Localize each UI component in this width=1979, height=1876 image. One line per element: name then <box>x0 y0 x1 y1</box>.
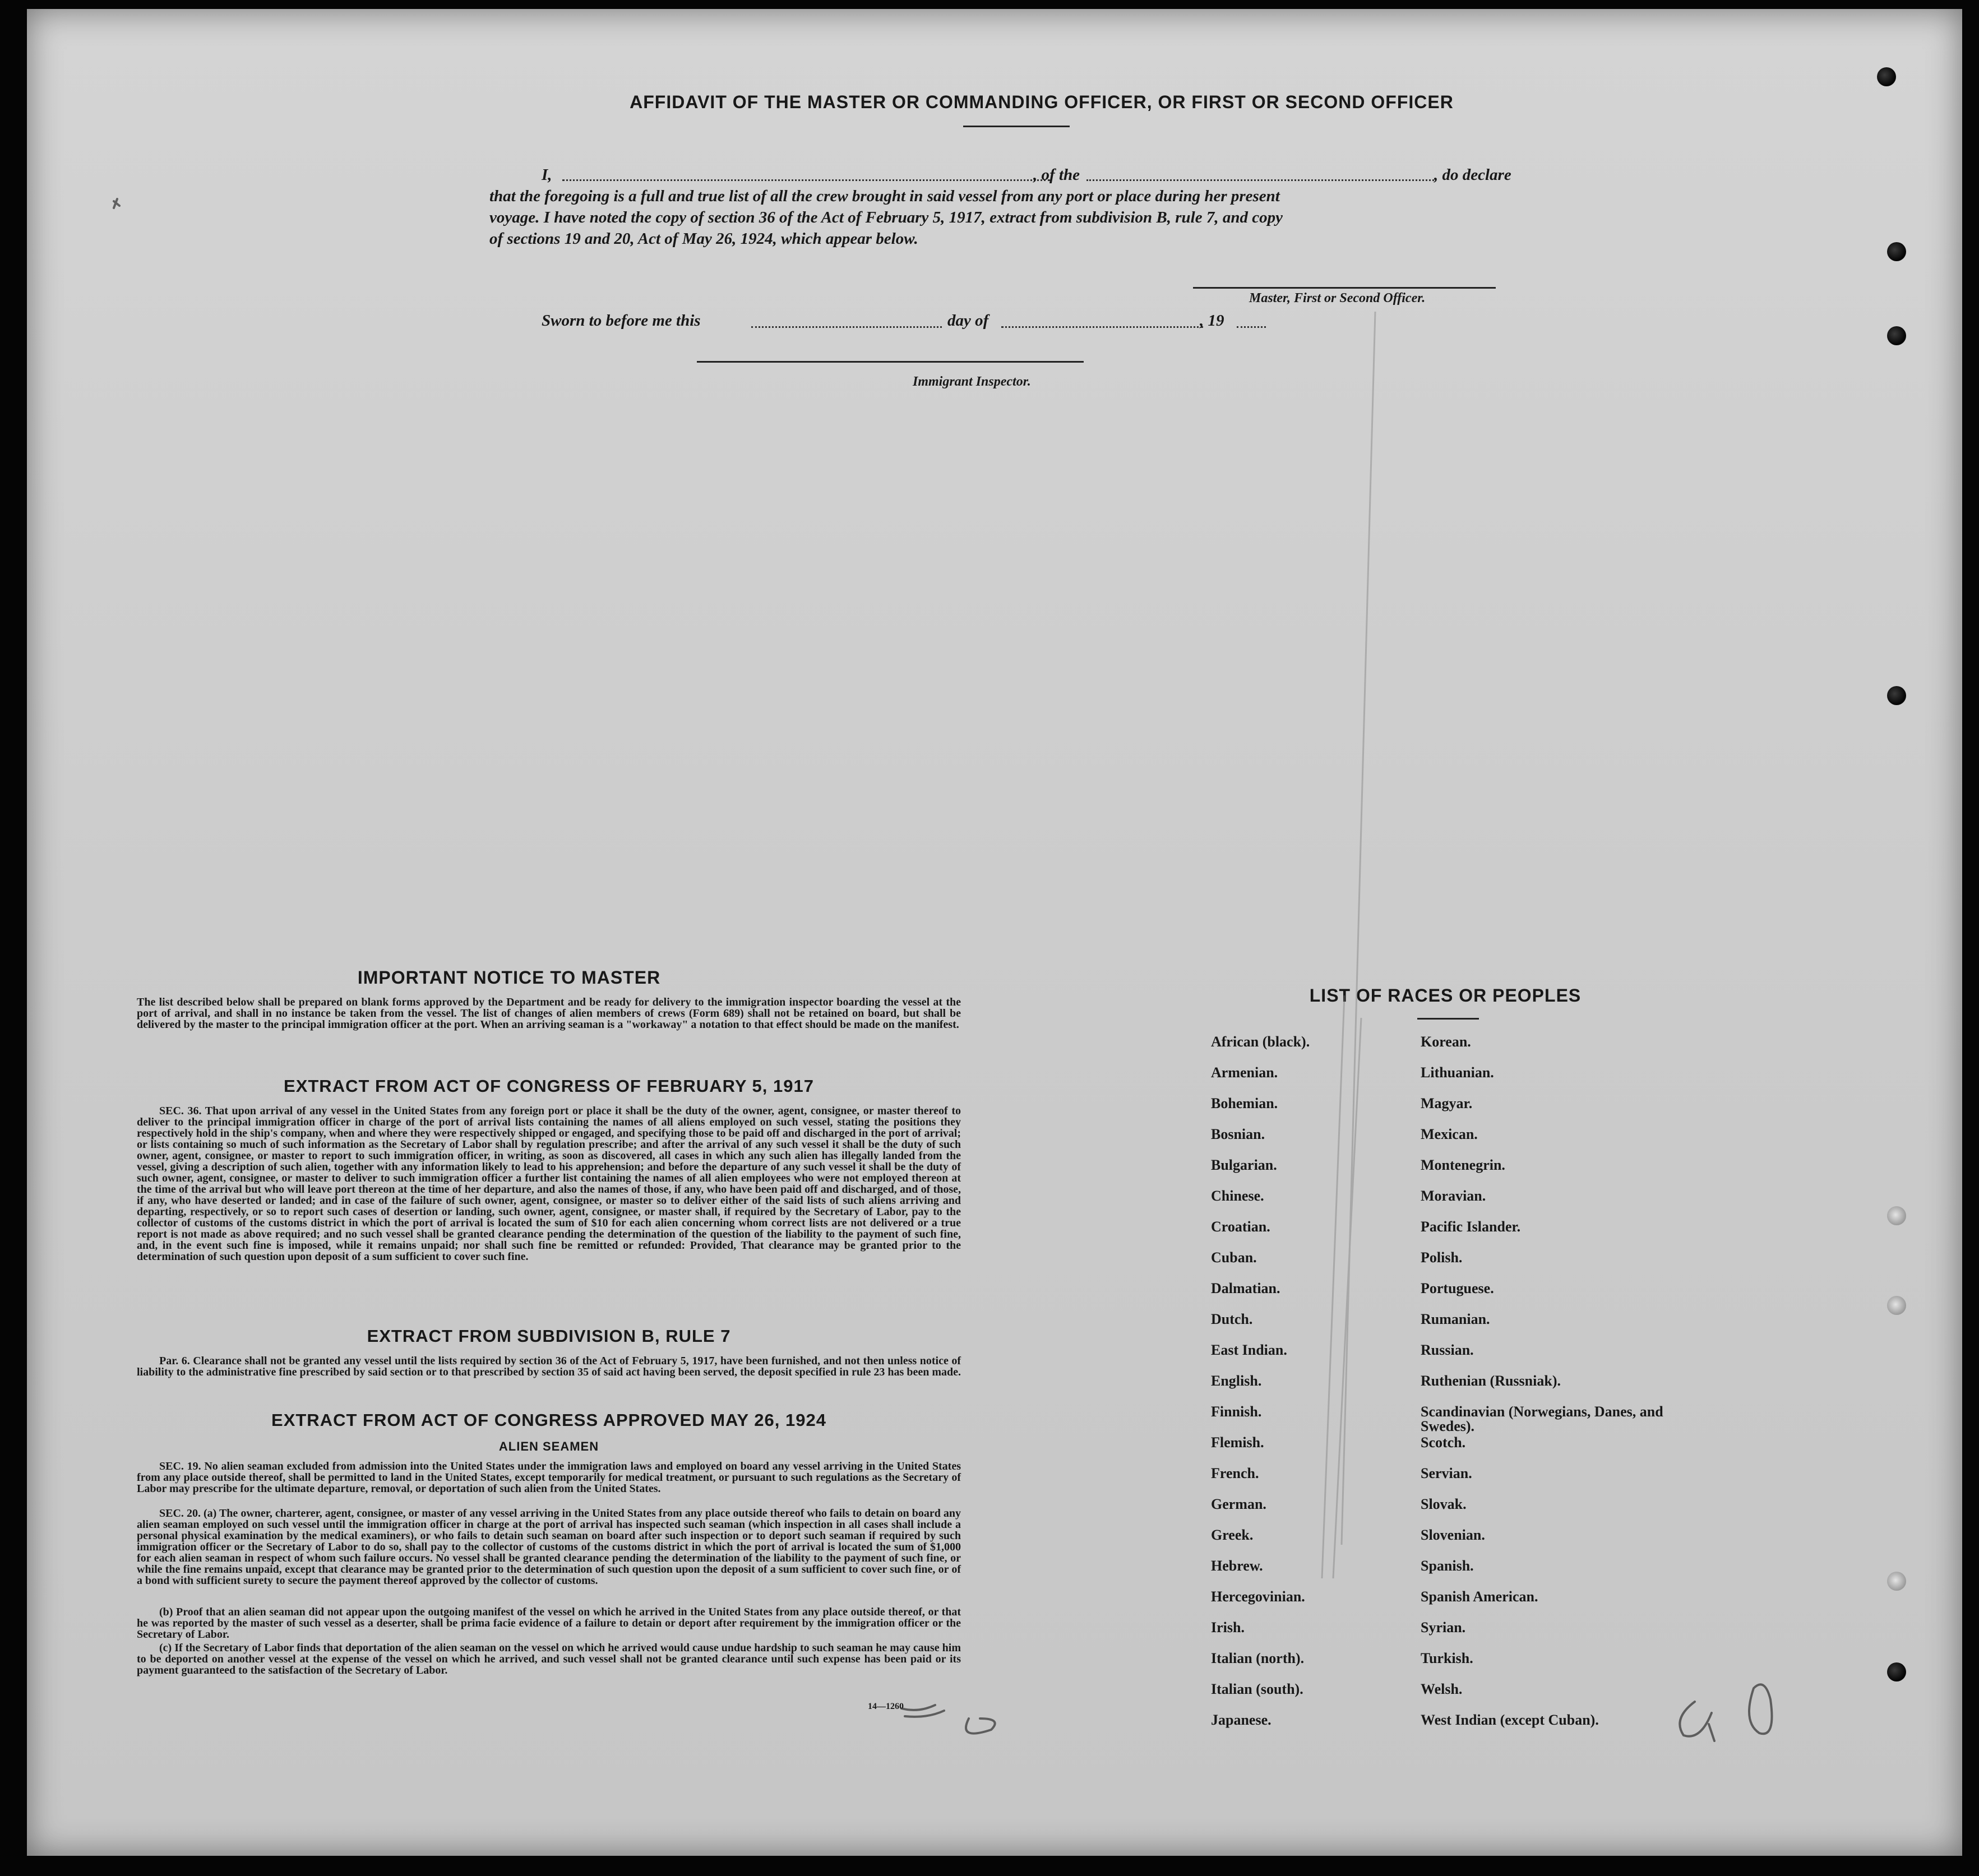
extract-rule7-title: EXTRACT FROM SUBDIVISION B, RULE 7 <box>367 1326 731 1346</box>
inspector-label: Immigrant Inspector. <box>913 374 1031 389</box>
race-item: Lithuanian. <box>1421 1064 1494 1081</box>
race-item: Hebrew. <box>1211 1558 1263 1574</box>
race-item: French. <box>1211 1465 1259 1481</box>
extract-1924-sec20a: SEC. 20. (a) The owner, charterer, agent, consignee, or master of any vessel arriving in the United States from any place outside thereof who fails to detain on board any alien seaman employed on such vessel until the immigration officer in charge at the port of arrival has inspected such seaman (which inspection in all cases shall include a personal physical examination by the medical examiners), or who fails to detain such seaman on board after such inspection or to deport such seaman if required by such immigration officer or the Secretary of Labor to do so, shall pay to the collector of customs of the customs district in which the port of arrival is located the sum of $1,000 for each alien seaman in respect of whom such failure occurs. No vessel shall be granted clearance pending the determination of the liability to the payment of such fine, or while the fine remains unpaid, except that clearance may be granted prior to the determination of such question upon the deposit of a sum sufficient to cover such fine, or of a bond with sufficient surety to secure the payment thereof approved by the collector of customs. <box>137 1507 961 1587</box>
race-item: Dutch. <box>1211 1311 1253 1327</box>
race-item: Welsh. <box>1421 1681 1463 1697</box>
affidavit-line2: that the foregoing is a full and true list of all the crew brought in said vessel from any port or place during her present <box>489 187 1280 205</box>
races-title: LIST OF RACES OR PEOPLES <box>1309 985 1582 1006</box>
race-item: Bohemian. <box>1211 1095 1278 1111</box>
race-item: Moravian. <box>1421 1188 1486 1204</box>
affidavit-title: AFFIDAVIT OF THE MASTER OR COMMANDING OFFICER, OR FIRST OR SECOND OFFICER <box>630 92 1454 112</box>
race-item: Italian (south). <box>1211 1681 1303 1697</box>
race-item: Armenian. <box>1211 1064 1278 1081</box>
race-item: Portuguese. <box>1421 1280 1494 1296</box>
race-item: Turkish. <box>1421 1650 1473 1666</box>
race-item: West Indian (except Cuban). <box>1421 1712 1599 1728</box>
affidavit-line1-end: , do declare <box>1434 166 1511 184</box>
extract-rule7-body: Par. 6. Clearance shall not be granted any vessel until the lists required by section 36 of the Act of February 5, 1917, have been furnished, and not then unless notice of liability to the administrative fine prescribed by said section or to that prescribed by section 35 of said act having been served, the deposit specified in rule 23 has been made. <box>137 1355 961 1378</box>
race-item: English. <box>1211 1373 1262 1389</box>
sworn-start: Sworn to before me this <box>542 312 701 330</box>
race-item: Bulgarian. <box>1211 1157 1277 1173</box>
race-item: Scotch. <box>1421 1434 1466 1451</box>
race-item: Mexican. <box>1421 1126 1478 1142</box>
extract-1924-sec20c: (c) If the Secretary of Labor finds that deportation of the alien seaman on the vessel on which he arrived would cause undue hardship to such seaman he may cause him to be deported on another vessel at the expense of the vessel on which he arrived, and such vessel shall not be granted clearance until such expense has been paid or its payment guaranteed to the satisfaction of the Secretary of Labor. <box>137 1642 961 1676</box>
race-item: Russian. <box>1421 1342 1474 1358</box>
notice-body: The list described below shall be prepared on blank forms approved by the Department and be ready for delivery to the immigration inspector boarding the vessel at the port of arrival, and shall in no instance be taken from the vessel. The list of changes of alien members of crews (Form 689) shall not be retained on board, but shall be delivered by the master to the principal immigration officer at the port. When an arriving seaman is a "workaway" a notation to that effect should be made on the manifest. <box>137 996 961 1031</box>
extract-1924-subtitle: ALIEN SEAMEN <box>498 1439 599 1453</box>
race-item: Ruthenian (Russniak). <box>1421 1373 1561 1389</box>
race-item: African (black). <box>1211 1034 1310 1050</box>
race-item: Pacific Islander. <box>1421 1219 1521 1235</box>
race-item: Croatian. <box>1211 1219 1270 1235</box>
race-item: Slovenian. <box>1421 1527 1485 1543</box>
notice-title: IMPORTANT NOTICE TO MASTER <box>357 967 661 988</box>
race-item: Syrian. <box>1421 1619 1466 1636</box>
sworn-end: , 19 <box>1200 312 1224 330</box>
extract-1924-title: EXTRACT FROM ACT OF CONGRESS APPROVED MAY 26, 1924 <box>271 1410 826 1430</box>
extract-1924-sec19: SEC. 19. No alien seaman excluded from admission into the United States under the immigration laws and employed on board any vessel arriving in the United States from any place outside thereof, shall be permitted to land in the United States, except temporarily for medical treatment, or pursuant to such regulations as the Secretary of Labor may prescribe for the ultimate departure, removal, or deportation of such alien from the United States. <box>137 1460 961 1495</box>
race-item: Slovak. <box>1421 1496 1467 1512</box>
affidavit-line1-start: I, <box>542 166 552 184</box>
race-item: Flemish. <box>1211 1434 1264 1451</box>
handwritten-marks <box>27 9 1962 1856</box>
extract-1924-sec20b: (b) Proof that an alien seaman did not appear upon the outgoing manifest of the vessel on which he arrived in the United States from any place outside thereof, or that he was reported by the master of such vessel as a deserter, shall be prima facie evidence of a failure to detain or deport after requirement by the immigration officer or the Secretary of Labor. <box>137 1606 961 1641</box>
race-item: Finnish. <box>1211 1403 1262 1420</box>
race-item: Hercegovinian. <box>1211 1588 1305 1605</box>
master-signature-label: Master, First or Second Officer. <box>1249 291 1426 305</box>
affidavit-line4: of sections 19 and 20, Act of May 26, 1924, which appear below. <box>489 230 918 248</box>
race-item: Spanish. <box>1421 1558 1474 1574</box>
sworn-mid: day of <box>947 312 989 330</box>
affidavit-line3: voyage. I have noted the copy of section 36 of the Act of February 5, 1917, extract from subdivision B, rule 7, and copy <box>489 209 1283 226</box>
race-item: German. <box>1211 1496 1266 1512</box>
race-item: Scandinavian (Norwegians, Danes, and Swedes). <box>1421 1403 1663 1434</box>
race-item: Rumanian. <box>1421 1311 1490 1327</box>
race-item: East Indian. <box>1211 1342 1287 1358</box>
race-item: Magyar. <box>1421 1095 1473 1111</box>
race-item: Japanese. <box>1211 1712 1271 1728</box>
race-item: Irish. <box>1211 1619 1245 1636</box>
race-item: Spanish American. <box>1421 1588 1538 1605</box>
race-item: Polish. <box>1421 1249 1463 1266</box>
race-item: Montenegrin. <box>1421 1157 1505 1173</box>
race-item: Dalmatian. <box>1211 1280 1280 1296</box>
race-item: Chinese. <box>1211 1188 1264 1204</box>
race-item: Bosnian. <box>1211 1126 1265 1142</box>
race-item: Greek. <box>1211 1527 1254 1543</box>
race-item: Servian. <box>1421 1465 1472 1481</box>
print-code: 14—1260 <box>868 1702 904 1711</box>
paper-sheet <box>27 9 1962 1856</box>
race-item: Korean. <box>1421 1034 1471 1050</box>
race-item: Cuban. <box>1211 1249 1257 1266</box>
affidavit-line1-mid: , of the <box>1033 166 1080 184</box>
extract-1917-title: EXTRACT FROM ACT OF CONGRESS OF FEBRUARY 5, 1917 <box>284 1076 814 1096</box>
race-item: Italian (north). <box>1211 1650 1305 1666</box>
extract-1917-body: SEC. 36. That upon arrival of any vessel in the United States from any foreign port or place it shall be the duty of the owner, agent, consignee, or master thereof to deliver to the principal immigration officer in charge of the port of arrival lists containing the names of all aliens employed on such vessel, stating the positions they respectively hold in the ship's company, when and where they were respectively shipped or engaged, and specifying those to be paid off and discharged in the port of arrival; or lists containing so much of such information as the Secretary of Labor shall by regulation prescribe; and after the arrival of any such vessel it shall be the duty of such owner, agent, consignee, or master to report to such immigration officer, in writing, as soon as discovered, all cases in which any such alien has illegally landed from the vessel, giving a description of such alien, together with any information likely to lead to his apprehension; and before the departure of any such vessel it shall be the duty of such owner, agent, consignee, or master to deliver to such immigration officer a further list containing the names of all alien employees who were not employed thereon at the time of the arrival but who will leave port thereon at the time of her departure, and also the names of those, if any, who have been paid off and discharged, and of those, if any, who have deserted or landed; and in case of the failure of such owner, agent, consignee, or master so to deliver either of the said lists of such aliens arriving and departing, respectively, or so to report such cases of desertion or landing, such owner, agent, consignee, or master shall, if required by the Secretary of Labor, pay to the collector of customs of the customs district in which the port of arrival is located the sum of $10 for each alien concerning whom correct lists are not delivered or a true report is not made as above required; and no such vessel shall be granted clearance pending the determination of the question of the liability to the payment of such fine, and, in the event such fine is imposed, while it remains unpaid; nor shall such fine be remitted or refunded: Provided, That clearance may be granted prior to the determination of such question upon deposit of a sum sufficient to cover such fine. <box>137 1105 961 1263</box>
